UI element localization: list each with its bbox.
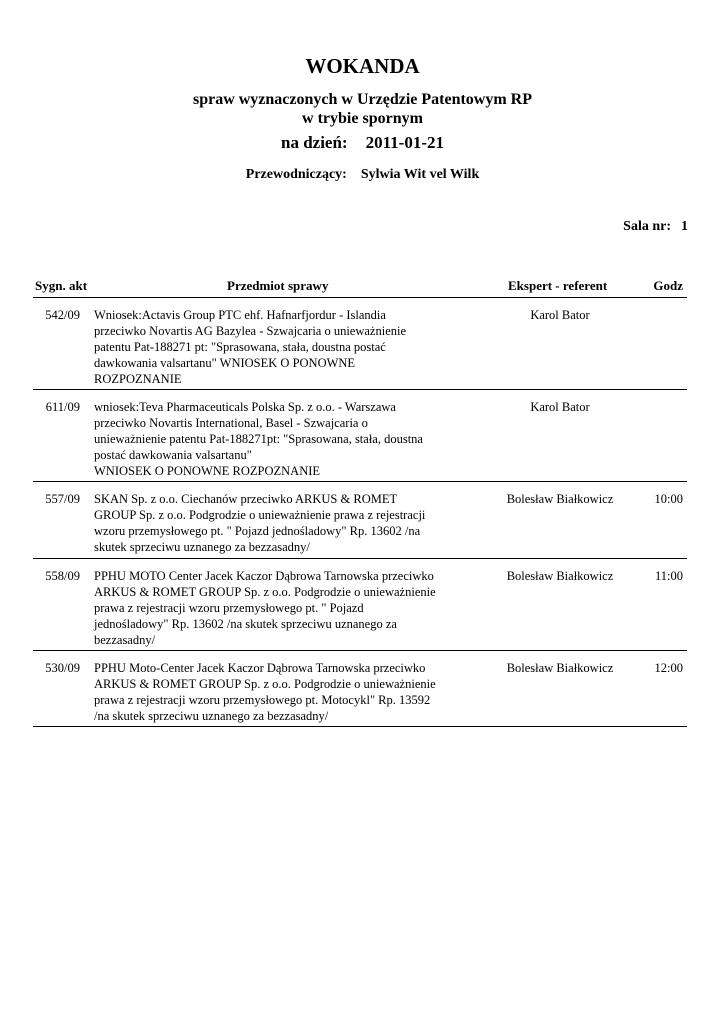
case-expert: Bolesław Białkowicz bbox=[506, 569, 614, 583]
subject-line: PPHU Moto-Center Jacek Kaczor Dąbrowa Tarnowska przeciwko bbox=[94, 661, 426, 675]
subject-line: skutek sprzeciwu uznanego za bezzasadny/ bbox=[94, 540, 310, 554]
table-row bbox=[33, 482, 687, 559]
subject-line: postać dawkowania valsartanu" bbox=[94, 448, 252, 462]
subject-line: prawa z rejestracji wzoru przemysłowego pt. Motocykl" Rp. 13592 bbox=[94, 693, 431, 707]
column-header-expert: Ekspert - referent bbox=[508, 278, 608, 293]
case-expert: Karol Bator bbox=[530, 400, 590, 414]
subject-line: prawa z rejestracji wzoru przemysłowego pt. " Pojazd bbox=[94, 601, 364, 615]
subject-line: patentu Pat-188271 pt: "Sprasowana, stała, doustna postać bbox=[94, 340, 386, 354]
subject-line: PPHU MOTO Center Jacek Kaczor Dąbrowa Tarnowska przeciwko bbox=[94, 569, 434, 583]
chair-label: Przewodniczący: bbox=[245, 167, 347, 182]
subject-line: przeciwko Novartis International, Basel - Szwajcaria o bbox=[94, 416, 368, 430]
date-label: na dzień: bbox=[281, 133, 348, 152]
date-line bbox=[0, 133, 725, 153]
subject-line: unieważnienie patentu Pat-188271pt: "Sprasowana, stała, doustna bbox=[94, 432, 423, 446]
subject-line: Wniosek:Actavis Group PTC ehf. Hafnarfjordur - Islandia bbox=[94, 308, 386, 322]
subject-line: WNIOSEK O PONOWNE ROZPOZNANIE bbox=[94, 464, 321, 478]
table-row bbox=[33, 298, 687, 390]
column-header-sygn: Sygn. akt bbox=[35, 278, 88, 293]
column-header-time: Godz bbox=[653, 278, 683, 293]
case-time: 12:00 bbox=[654, 661, 683, 675]
chair-line bbox=[0, 167, 725, 183]
table-row bbox=[33, 559, 687, 651]
case-number: 557/09 bbox=[45, 492, 80, 506]
case-subject bbox=[94, 491, 466, 555]
subject-line: ARKUS & ROMET GROUP Sp. z o.o. Podgrodzie o unieważnienie bbox=[94, 677, 436, 691]
subject-line: wniosek:Teva Pharmaceuticals Polska Sp. z o.o. - Warszawa bbox=[94, 400, 396, 414]
case-subject bbox=[94, 399, 466, 479]
subject-line: SKAN Sp. z o.o. Ciechanów przeciwko ARKUS & ROMET bbox=[94, 492, 398, 506]
table-row bbox=[33, 390, 687, 482]
case-expert: Karol Bator bbox=[530, 308, 590, 322]
subject-line: GROUP Sp. z o.o. Podgrodzie o unieważnienie prawa z rejestracji bbox=[94, 508, 426, 522]
subject-line: wzoru przemysłowego pt. " Pojazd jednośladowy" Rp. 13602 /na bbox=[94, 524, 421, 538]
chair-name: Sylwia Wit vel Wilk bbox=[360, 167, 480, 182]
case-subject bbox=[94, 307, 466, 387]
case-number: 530/09 bbox=[45, 661, 80, 675]
subtitle-line-1: spraw wyznaczonych w Urzędzie Patentowym RP bbox=[192, 91, 533, 108]
date-value: 2011-01-21 bbox=[365, 133, 444, 152]
subject-line: przeciwko Novartis AG Bazylea - Szwajcaria o unieważnienie bbox=[94, 324, 407, 338]
schedule-table bbox=[33, 277, 687, 727]
table-header bbox=[33, 277, 687, 298]
case-time: 10:00 bbox=[654, 492, 683, 506]
subject-line: /na skutek sprzeciwu uznanego za bezzasadny/ bbox=[94, 709, 329, 723]
page-title: WOKANDA bbox=[305, 54, 420, 78]
subtitle-line-2: w trybie spornym bbox=[302, 110, 423, 127]
subject-line: dawkowania valsartanu" WNIOSEK O PONOWNE bbox=[94, 356, 356, 370]
subject-line: ROZPOZNANIE bbox=[94, 372, 182, 386]
subject-line: jednośladowy" Rp. 13602 /na skutek sprzeciwu uznanego za bbox=[94, 617, 397, 631]
subject-line: bezzasadny/ bbox=[94, 633, 156, 647]
case-expert: Bolesław Białkowicz bbox=[506, 661, 614, 675]
subject-line: ARKUS & ROMET GROUP Sp. z o.o. Podgrodzie o unieważnienie bbox=[94, 585, 436, 599]
room-label: Sala nr: bbox=[623, 219, 671, 234]
column-header-subject: Przedmiot sprawy bbox=[227, 278, 329, 293]
case-subject bbox=[94, 660, 466, 724]
case-number: 542/09 bbox=[45, 308, 80, 322]
case-time: 11:00 bbox=[654, 569, 683, 583]
room-number: 1 bbox=[681, 219, 688, 234]
case-subject bbox=[94, 568, 466, 648]
case-number: 558/09 bbox=[45, 569, 80, 583]
case-number: 611/09 bbox=[45, 400, 80, 414]
case-expert: Bolesław Białkowicz bbox=[506, 492, 614, 506]
room-line bbox=[623, 219, 688, 235]
table-row bbox=[33, 651, 687, 727]
